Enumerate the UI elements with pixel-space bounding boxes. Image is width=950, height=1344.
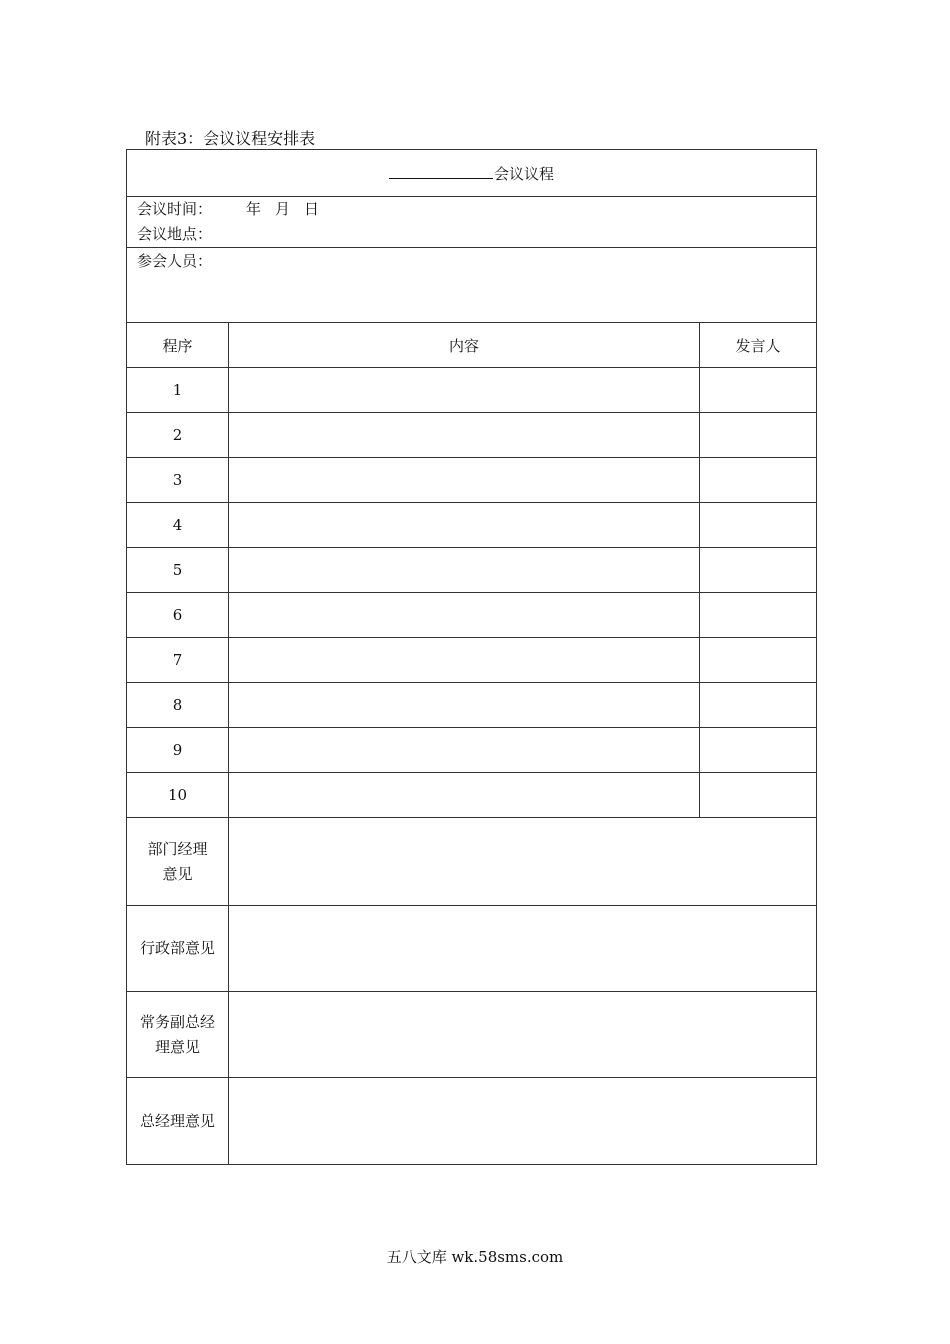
- meeting-agenda-table: [126, 149, 817, 1165]
- column-header-speaker: 发言人: [700, 323, 817, 368]
- content-cell[interactable]: [229, 773, 700, 818]
- speaker-cell[interactable]: [700, 638, 817, 683]
- content-cell[interactable]: [229, 458, 700, 503]
- row-number: 3: [127, 458, 229, 503]
- time-place-cell: [127, 197, 817, 248]
- speaker-cell[interactable]: [700, 728, 817, 773]
- opinion-field[interactable]: [229, 992, 817, 1078]
- table-row: [127, 638, 817, 683]
- column-header-order: 程序: [127, 323, 229, 368]
- agenda-title-cell: [127, 150, 817, 197]
- agenda-title: 会议议程: [494, 164, 555, 183]
- row-number: 9: [127, 728, 229, 773]
- row-number: 10: [127, 773, 229, 818]
- opinion-label: [127, 818, 229, 906]
- attendees-cell[interactable]: [127, 248, 817, 323]
- opinion-row-gm: [127, 1078, 817, 1165]
- speaker-cell[interactable]: [700, 368, 817, 413]
- meeting-place-label: 会议地点：: [137, 225, 213, 243]
- day-label: 日: [304, 200, 320, 218]
- row-number: 1: [127, 368, 229, 413]
- opinion-label-line1: 总经理意见: [139, 1111, 215, 1130]
- speaker-cell[interactable]: [700, 773, 817, 818]
- content-cell[interactable]: [229, 728, 700, 773]
- content-cell[interactable]: [229, 593, 700, 638]
- table-row: [127, 548, 817, 593]
- speaker-cell[interactable]: [700, 548, 817, 593]
- table-row: [127, 593, 817, 638]
- opinion-label: [127, 906, 229, 992]
- speaker-cell[interactable]: [700, 593, 817, 638]
- form-caption: 附表3：会议议程安排表: [145, 129, 316, 148]
- opinion-label-line2: 意见: [162, 864, 193, 883]
- opinion-label-line1: 部门经理: [147, 839, 208, 858]
- table-row: [127, 368, 817, 413]
- content-cell[interactable]: [229, 683, 700, 728]
- row-number: 4: [127, 503, 229, 548]
- opinion-label-line1: 行政部意见: [139, 939, 215, 957]
- meeting-time-label: 会议时间：: [137, 200, 213, 218]
- table-row: [127, 728, 817, 773]
- row-number: 6: [127, 593, 229, 638]
- speaker-cell[interactable]: [700, 413, 817, 458]
- opinion-field[interactable]: [229, 906, 817, 992]
- meeting-name-blank[interactable]: [389, 164, 493, 179]
- opinion-row-exec-deputy-gm: [127, 992, 817, 1078]
- opinion-row-admin-dept: [127, 906, 817, 992]
- opinion-label: [127, 992, 229, 1078]
- content-cell[interactable]: [229, 368, 700, 413]
- content-cell[interactable]: [229, 413, 700, 458]
- table-row: [127, 683, 817, 728]
- opinion-label-line1: 常务副总经: [139, 1012, 215, 1031]
- year-label: 年: [246, 200, 262, 218]
- row-number: 2: [127, 413, 229, 458]
- row-number: 8: [127, 683, 229, 728]
- row-number: 7: [127, 638, 229, 683]
- opinion-label: [127, 1078, 229, 1165]
- month-label: 月: [275, 200, 291, 218]
- content-cell[interactable]: [229, 503, 700, 548]
- table-row: [127, 458, 817, 503]
- footer-watermark-text: 五八文库 wk.58sms.com: [386, 1248, 564, 1266]
- table-row: [127, 413, 817, 458]
- row-number: 5: [127, 548, 229, 593]
- speaker-cell[interactable]: [700, 458, 817, 503]
- opinion-row-dept-manager: [127, 818, 817, 906]
- content-cell[interactable]: [229, 638, 700, 683]
- opinion-field[interactable]: [229, 818, 817, 906]
- speaker-cell[interactable]: [700, 683, 817, 728]
- content-cell[interactable]: [229, 548, 700, 593]
- column-header-content: 内容: [229, 323, 700, 368]
- table-row: [127, 773, 817, 818]
- speaker-cell[interactable]: [700, 503, 817, 548]
- attendees-label: 参会人员：: [137, 252, 213, 270]
- table-row: [127, 503, 817, 548]
- meeting-place-line: [137, 222, 816, 247]
- opinion-label-line2: 理意见: [154, 1037, 200, 1056]
- opinion-field[interactable]: [229, 1078, 817, 1165]
- meeting-time-line: [137, 197, 816, 222]
